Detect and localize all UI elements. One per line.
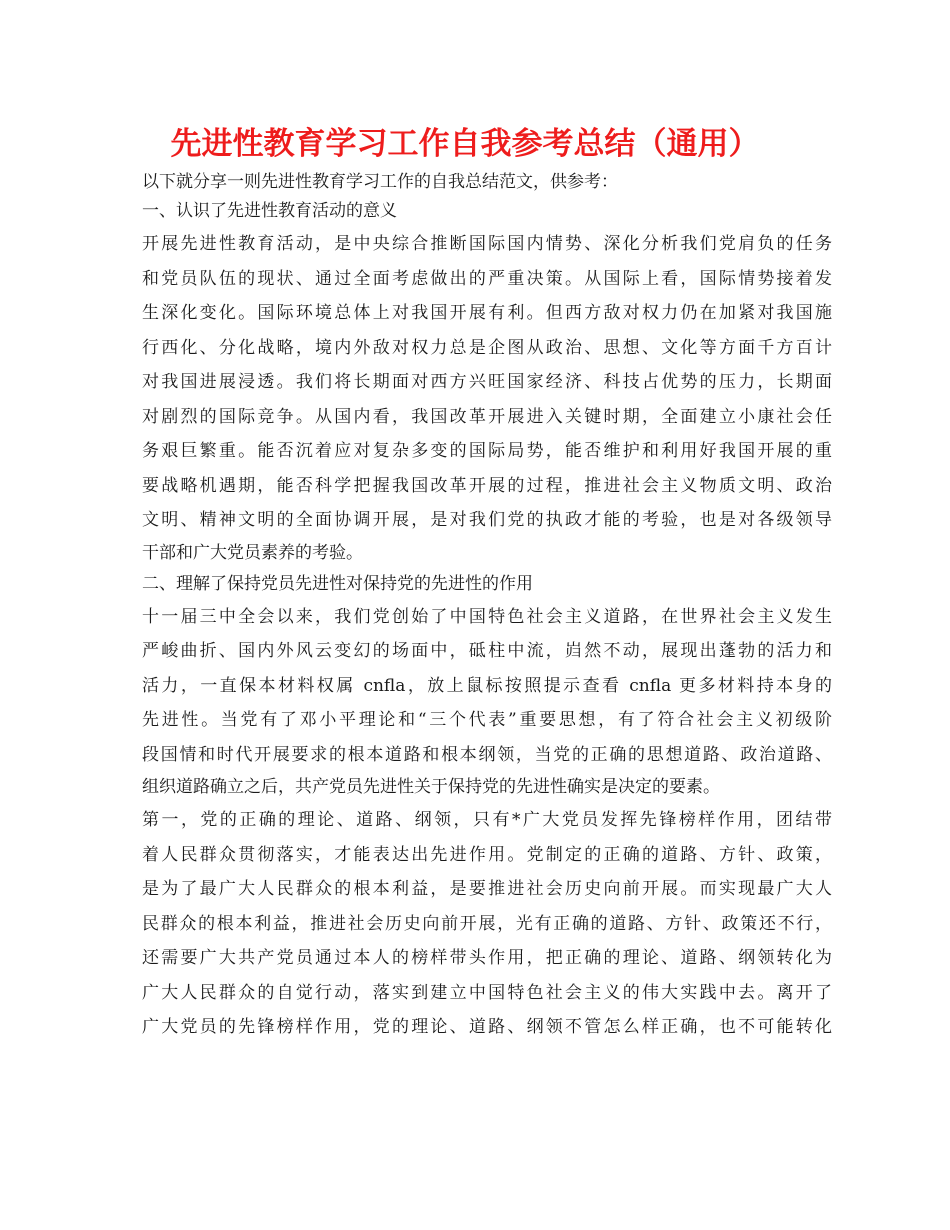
paragraph-line: 先进性。当党有了邓小平理论和“三个代表”重要思想，有了符合社会主义初级阶	[142, 710, 832, 730]
paragraph-line: 活力，一直保本材料权属 cnfla，放上鼠标按照提示查看 cnfla 更多材料持本身的	[142, 675, 832, 696]
paragraph-line: 对剧烈的国际竞争。从国内看，我国改革开展进入关键时期，全面建立小康社会任	[142, 406, 832, 427]
paragraph-line: 要战略机遇期，能否科学把握我国改革开展的过程，推进社会主义物质文明、政治	[142, 475, 832, 496]
paragraph-line: 是为了最广大人民群众的根本利益，是要推进社会历史向前开展。而实现最广大人	[142, 879, 832, 899]
document-title: 先进性教育学习工作自我参考总结（通用）	[170, 126, 760, 162]
document-body	[142, 168, 832, 1045]
paragraph-line: 行西化、分化战略，境内外敌对权力总是企图从政治、思想、文化等方面千方百计	[142, 337, 832, 358]
paragraph-line: 第一，党的正确的理论、道路、纲领，只有*广大党员发挥先锋榜样作用，团结带	[142, 810, 832, 830]
section-heading-1: 一、认识了先进性教育活动的意义	[142, 201, 397, 221]
paragraph-line: 广大党员的先锋榜样作用，党的理论、道路、纲领不管怎么样正确，也不可能转化	[142, 1017, 832, 1037]
paragraph-line: 严峻曲折、国内外风云变幻的场面中，砥柱中流，岿然不动，展现出蓬勃的活力和	[142, 641, 832, 661]
paragraph-line: 生深化变化。国际环境总体上对我国开展有利。但西方敌对权力仍在加紧对我国施	[142, 303, 832, 323]
paragraph-line: 干部和广大党员素养的考验。	[142, 542, 363, 563]
intro-line: 以下就分享一则先进性教育学习工作的自我总结范文，供参考：	[142, 172, 618, 192]
paragraph-line: 和党员队伍的现状、通过全面考虑做出的严重决策。从国际上看，国际情势接着发	[142, 268, 832, 289]
paragraph-line: 还需要广大共产党员通过本人的榜样带头作用，把正确的理论、道路、纲领转化为	[142, 948, 832, 968]
paragraph-line: 十一届三中全会以来，我们党创始了中国特色社会主义道路，在世界社会主义发生	[142, 606, 832, 627]
paragraph-line: 民群众的根本利益，推进社会历史向前开展，光有正确的道路、方针、政策还不行，	[142, 913, 832, 934]
paragraph-line: 段国情和时代开展要求的根本道路和根本纲领，当党的正确的思想道路、政治道路、	[142, 744, 832, 765]
paragraph-line: 组织道路确立之后，共产党员先进性关于保持党的先进性确实是决定的要素。	[142, 777, 720, 797]
paragraph-line: 广大人民群众的自觉行动，落实到建立中国特色社会主义的伟大实践中去。离开了	[142, 982, 832, 1003]
paragraph-line: 着人民群众贯彻落实，才能表达出先进作用。党制定的正确的道路、方针、政策，	[142, 844, 832, 865]
paragraph-line: 文明、精神文明的全面协调开展，是对我们党的执政才能的考验，也是对各级领导	[142, 510, 832, 530]
section-heading-2: 二、理解了保持党员先进性对保持党的先进性的作用	[142, 573, 533, 594]
paragraph-line: 务艰巨繁重。能否沉着应对复杂多变的国际局势，能否维护和利用好我国开展的重	[142, 441, 832, 461]
paragraph-line: 开展先进性教育活动，是中央综合推断国际国内情势、深化分析我们党肩负的任务	[142, 234, 832, 254]
paragraph-line: 对我国进展浸透。我们将长期面对西方兴旺国家经济、科技占优势的压力，长期面	[142, 372, 832, 392]
